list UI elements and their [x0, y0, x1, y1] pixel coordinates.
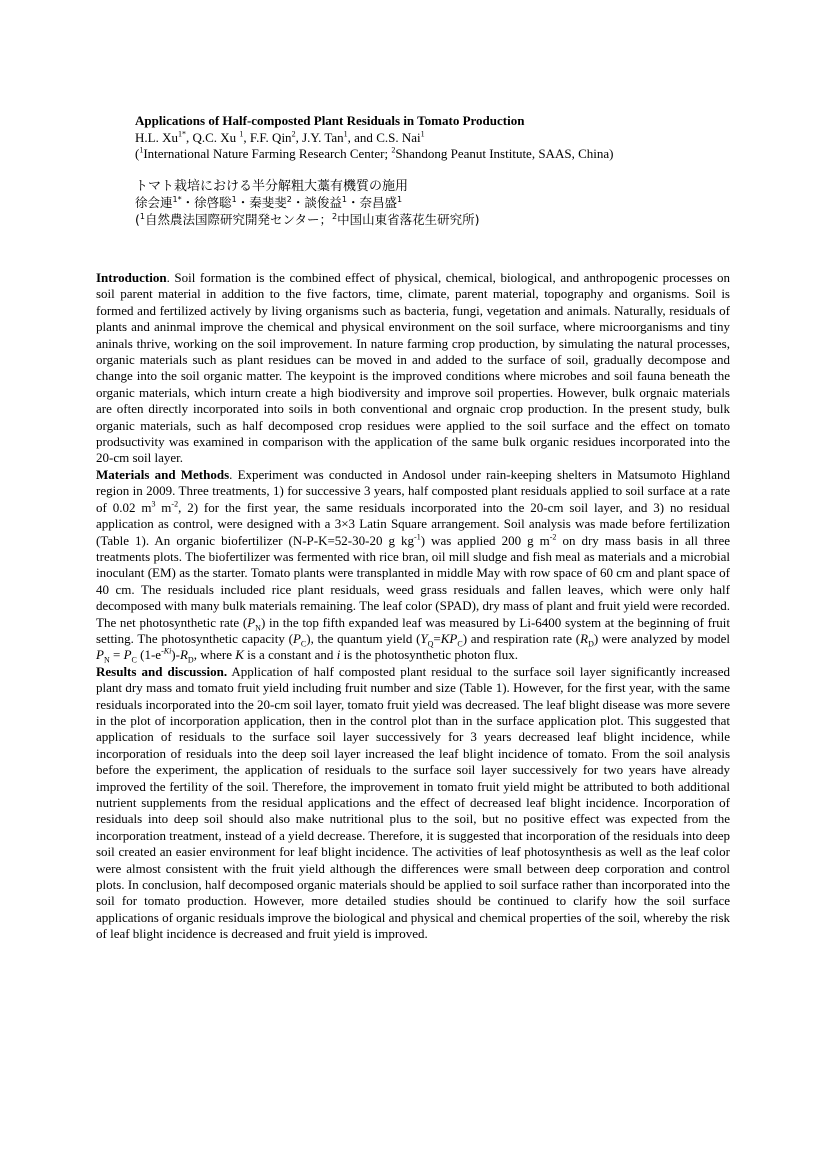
paper-title: Applications of Half-composted Plant Residuals in Tomato Production — [135, 113, 525, 128]
jp-affil-text: 自然農法国際研究開発センター； — [144, 211, 332, 227]
math-exponent: -Ki — [161, 647, 172, 657]
paper-header — [135, 113, 735, 228]
author-affil-mark: 2 — [291, 129, 296, 139]
affil-text: Shandong Peanut Institute, SAAS, China) — [395, 146, 614, 161]
superscript: -2 — [171, 499, 179, 509]
author-separator: , and — [347, 129, 377, 145]
introduction-paragraph — [96, 270, 730, 467]
japanese-affiliation-line — [135, 212, 735, 229]
author-affil-mark: 1 — [343, 129, 348, 139]
methods-text: ) were analyzed by model — [593, 630, 730, 646]
introduction-text: . Soil formation is the combined effect of physical, chemical, biological, and anthropogenic processes on soil parent material in addition to the five factors, time, climate, parent material, topography and organisms. Soil is formed and fertilized actively by living organisms such as bacteria, fungi, vegetation and animals. Naturally, residuals of plants and aninmal improve the chemical and physical environment on the soil surface, where microorganisms and tiny aninals thrive, working on the soil improvement. In nature farming crop production, by simulating the natural processes, organic materials such as plant residues can be moved in and added to the surface of soil, gradually decompose and change into the soil organic matter. The keypoint is the improved conditions where microbes and soil fauna beneath the organic materials, which inturn create a high biodiversity and improve soil properties. However, bulk orgnaic materials are often directly incorporated into soils in both conventional and orgnaic crop production. In the present study, bulk organic materials, such as half decomposed crop residues were applied to the soil surface and the effect on tomato prodsuctivity was examined in comparison with the application of the same bulk organic residues incorporated into the 20-cm soil layer. — [96, 270, 730, 466]
subscript: C — [300, 639, 307, 649]
subscript: C — [457, 639, 463, 649]
methods-text: . Experiment was conducted in Andosol under rain-keeping shelters in Matsumoto Highland region in 2009. Three treatments, 1) for successive 3 years, half composted plant residuals applied to soil surface at a rate of 0.02 m — [96, 466, 730, 515]
math-text: (1-e — [136, 647, 162, 663]
jp-author-separator: ・ — [346, 195, 360, 210]
japanese-title: トマト栽培における半分解粗大藁有機質の施用 — [135, 178, 409, 194]
math-symbol: R — [580, 630, 589, 646]
author-affil-mark: 1* — [177, 129, 186, 139]
math-symbol: R — [179, 647, 188, 663]
methods-heading: Materials and Methods — [96, 466, 230, 482]
methods-text: is a constant and — [243, 647, 337, 663]
superscript: -1 — [414, 532, 421, 542]
jp-author-affil-mark: 1 — [397, 194, 403, 204]
subscript: N — [103, 655, 110, 665]
math-symbol: P — [247, 614, 256, 630]
math-symbol: i — [336, 647, 341, 663]
jp-affil-mark: 1 — [139, 211, 145, 221]
methods-paragraph — [96, 467, 730, 664]
author-name: F.F. Qin — [249, 129, 292, 145]
jp-author-name: 談俊益 — [304, 195, 342, 210]
methods-text: ) and respiration rate ( — [462, 630, 581, 646]
jp-author-name: 徐啓聡 — [194, 195, 232, 210]
author-separator: , — [295, 129, 303, 145]
math-symbol: P — [123, 647, 132, 663]
subscript: N — [255, 623, 261, 633]
affil-mark: 1 — [139, 145, 144, 155]
methods-text: ) in the top fifth expanded leaf was measured by Li-6400 system at the beginning of fruit setting. The photosynthetic capacity ( — [96, 614, 730, 646]
math-symbol: P — [96, 647, 104, 663]
author-name: J.Y. Tan — [302, 129, 344, 145]
results-heading: Results and discussion. — [96, 663, 228, 679]
subscript: D — [187, 655, 194, 665]
superscript: 3 — [151, 499, 156, 509]
math-symbol: Y — [420, 630, 428, 646]
author-separator: , — [243, 129, 250, 145]
jp-affil-open: ( — [135, 211, 140, 227]
math-text: )- — [171, 647, 180, 663]
author-name: Q.C. Xu — [192, 129, 240, 145]
methods-text: is the photosynthetic photon flux. — [340, 647, 518, 663]
results-paragraph — [96, 664, 730, 943]
methods-text: , 2) for the first year, the same residuals incorporated into the 20-cm soil layer, and 3) no residual application as control, were designed with a 3×3 Latin Square arrangement. Soil analysis was made before fertilization (Table 1). An organic biofertilizer (N-P-K=52-30-20 g kg — [96, 499, 730, 548]
results-text: Application of half composted plant residual to the surface soil layer significantly increased plant dry mass and tomato fruit yield including fruit number and size (Table 1). However, for the first year, with the same residuals incorporated into the 20-cm soil layer, tomato fruit yield was decreased. The leaf blight disease was more severe in the plot of incorporation application, then in the control plot than in the surface application plot. This suggested that application of residuals to the surface soil layer successively for 3 years decreased leaf blight incidence, while incorporation of residuals into the deep soil layer increased the leaf blight incidence of tomato. From the soil analysis before the experiment, the application of residuals to the surface soil layer successively for two years have already improved the fertility of the soil. Therefore, the improvement in tomato fruit yield might be attributed to both additional nutrient supplements from the residual applications and the effect of decreased leaf blight incidence. Incorporation of residuals into deep soil should also make nutritional plus to the soil, but no positive effect was expected from the incorporation treatment, instead of a yield decrease. Therefore, it is suggested that incorporation of the residuals into deep soil created an easier environment for leaf blight incidence. The activities of leaf photosynthesis as well as the leaf color were almost consistent with the fruit yield although the differences were small between deep corporation and control plots. In conclusion, half decomposed organic materials should be applied to soil surface rather than incorporated into the soil for tomato production. However, more detailed studies should be continued to clarify how the soil surface applications of organic residuals improve the biological and physical and chemical properties of the soil, whereby the risk of leaf blight incidence is decreased and fruit yield is improved. — [96, 663, 730, 942]
author-affil-mark: 1 — [239, 129, 244, 139]
affil-mark: 2 — [391, 145, 396, 155]
jp-author-name: 徐会連 — [135, 195, 173, 210]
methods-text: , where — [193, 647, 236, 663]
subscript: D — [588, 639, 594, 649]
author-name: H.L. Xu — [135, 129, 178, 145]
math-operator: = — [109, 647, 124, 663]
affil-open: ( — [135, 146, 140, 161]
jp-author-affil-mark: 1 — [231, 194, 237, 204]
subscript: C — [131, 655, 137, 665]
methods-text: ), the quantum yield ( — [306, 630, 421, 646]
author-list — [135, 130, 735, 147]
jp-author-affil-mark: 1* — [172, 194, 182, 204]
jp-author-name: 秦斐斐 — [249, 195, 287, 210]
paper-body — [96, 270, 730, 943]
jp-author-affil-mark: 1 — [341, 194, 347, 204]
jp-author-separator: ・ — [236, 195, 250, 210]
math-symbol: KP — [440, 630, 458, 646]
math-symbol: K — [235, 647, 244, 663]
author-separator: , — [185, 129, 193, 145]
author-name: C.S. Nai — [376, 129, 421, 145]
subscript: Q — [427, 639, 434, 649]
methods-text: ) was applied 200 g m — [420, 532, 550, 548]
jp-author-affil-mark: 2 — [286, 194, 292, 204]
superscript: -2 — [549, 532, 557, 542]
jp-affil-text: 中国山東省落花生研究所) — [337, 211, 480, 227]
japanese-author-list — [135, 195, 735, 212]
introduction-heading: Introduction — [96, 270, 167, 285]
jp-author-separator: ・ — [291, 195, 305, 210]
author-affil-mark: 1 — [420, 129, 425, 139]
methods-text: on dry mass basis in all three treatments plots. The biofertilizer was fermented with rice bran, oil mill sludge and fish meal as materials and a microbial inoculant (EM) as the starter. Tomato plants were transplanted in middle May with row space of 60 cm and plant space of 40 cm. The residuals included rice plant residuals, weed grass residuals and fallen leaves, which were only half decomposed with many bulk materials remaining. The leaf color (SPAD), dry mass of plant and fruit yield were recorded. The net photosynthetic rate ( — [96, 532, 731, 630]
affiliation-line — [135, 146, 735, 163]
jp-author-name: 奈昌盛 — [359, 195, 398, 210]
superscript — [161, 647, 171, 656]
math-symbol: P — [292, 630, 301, 646]
jp-affil-mark: 2 — [332, 211, 338, 221]
methods-text: m — [155, 499, 172, 515]
japanese-header — [135, 179, 735, 229]
affil-text: International Nature Farming Research Center; — [143, 146, 392, 161]
math-operator: = — [433, 630, 441, 646]
jp-author-separator: ・ — [181, 195, 195, 210]
